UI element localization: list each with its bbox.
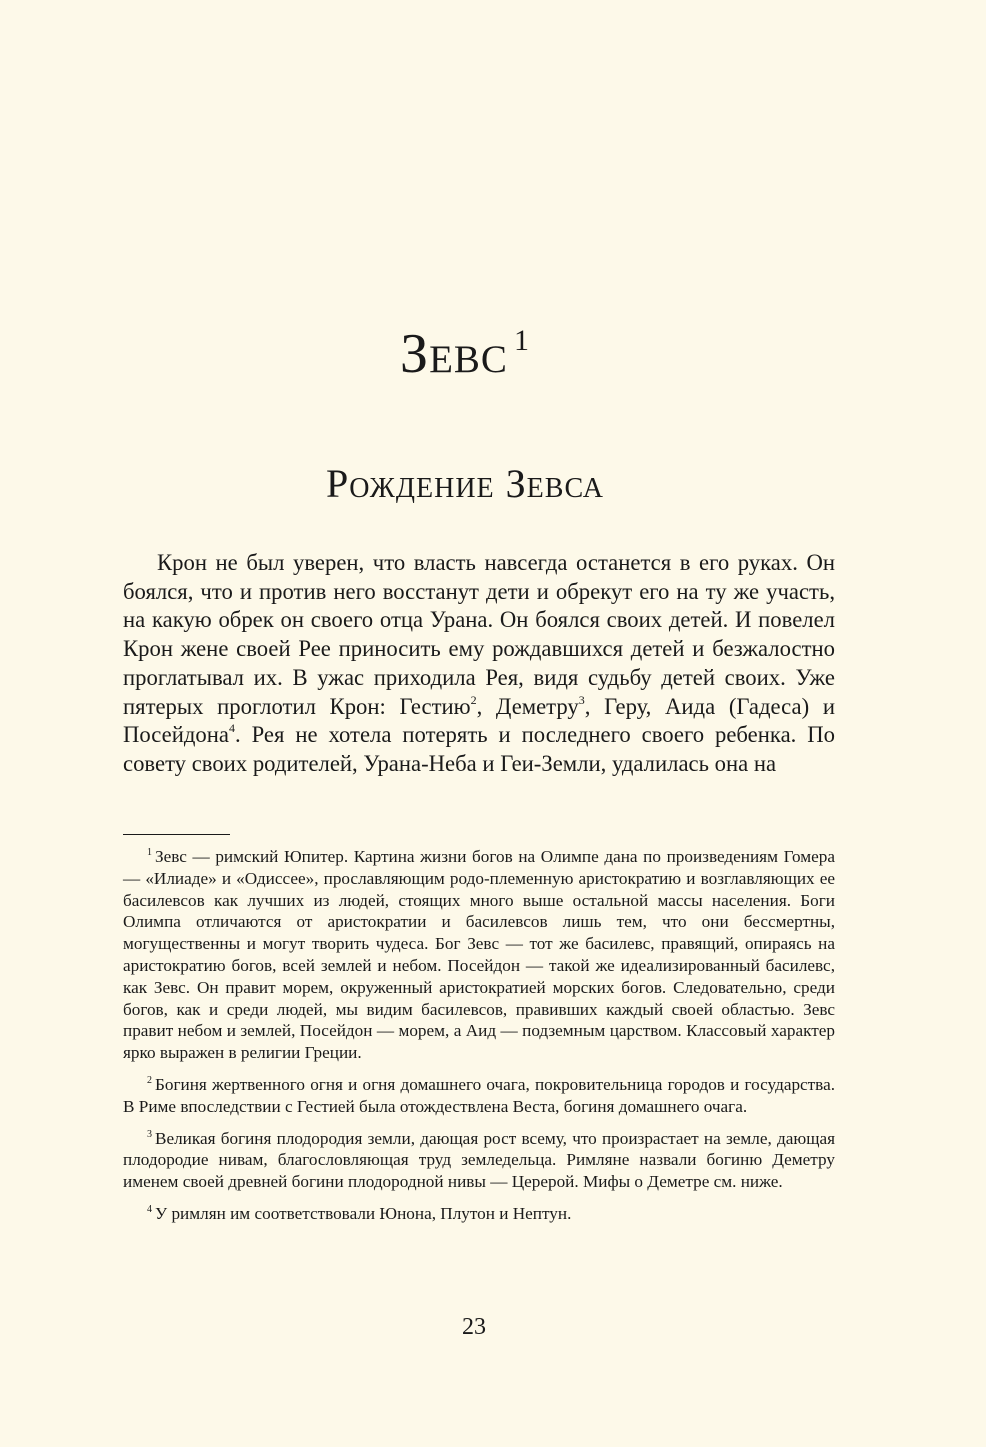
main-text-part-1: Крон не был уверен, что власть навсегда останется в его руках. Он боялся, что и против него восстанут дети и обрекут его на ту же участь, на какую обрек он своего отца Урана. Он боялся своих детей. И повелел Крон жене своей Рее приносить ему рождавшихся детей и безжалостно проглатывал их. В ужас приходила Рея, видя судьбу детей своих. Уже пятерых проглотил Крон: Гестию	[123, 550, 835, 719]
page-number: 23	[462, 1314, 486, 1340]
footnote-number: 2	[147, 1074, 152, 1086]
footnote-text: У римлян им соответствовали Юнона, Плутон и Нептун.	[155, 1203, 572, 1223]
chapter-title-text: Зевс	[400, 323, 508, 385]
footnote-text: Богиня жертвенного огня и огня домашнего очага, покровительница городов и государства. В Риме впоследствии с Гестией была отождествлена Веста, богиня домашнего очага.	[123, 1074, 835, 1116]
footnote-divider	[123, 834, 230, 835]
main-text-part-2: , Деметру	[476, 693, 579, 719]
footnote-2	[123, 1074, 835, 1118]
section-title: Рождение Зевса	[326, 461, 604, 506]
footnote-1	[123, 846, 835, 1064]
footnote-text: Зевс — римский Юпитер. Картина жизни богов на Олимпе дана по произведениям Гомера — «Илиаде» и «Одиссее», прославляющим родо-племенную аристократию и возглавляющих ее басилевсов как лучших из людей, стоящих много выше остальной массы населения. Боги Олимпа отличаются от аристократии и басилевсов лишь тем, что они бессмертны, могущественны и могут творить чудеса. Бог Зевс — тот же басилевс, правящий, опираясь на аристократию богов, всей землей и небом. Посейдон — такой же идеализированный басилевс, как Зевс. Он правит морем, окруженный аристократией морских богов. Следовательно, среди богов, как и среди людей, мы видим басилевсов, правивших каждый своей областью. Зевс правит небом и землей, Посейдон — морем, а Аид — подземным царством. Классовый характер ярко выражен в религии Греции.	[123, 847, 835, 1063]
footnote-ref-3: 3	[578, 692, 585, 707]
footnotes-section	[123, 846, 835, 1235]
main-text-part-3: , Геру, Аида (Гадеса) и Посейдона	[123, 693, 835, 748]
main-text-part-4: . Рея не хотела потерять и последнего своего ребенка. По совету своих родителей, Урана-Неба и Геи-Земли, удалилась она на	[123, 722, 835, 776]
footnote-3	[123, 1128, 835, 1193]
footnote-number: 1	[147, 847, 152, 858]
footnote-ref-4: 4	[228, 721, 235, 736]
footnote-number: 4	[147, 1203, 152, 1215]
footnote-ref-1: 1	[513, 324, 530, 357]
chapter-title	[0, 322, 930, 386]
footnote-text: Великая богиня плодородия земли, дающая рост всему, что произрастает на земле, дающая плодородие нивам, благословляющая труд земледельца. Римляне назвали богиню Деметру именем своей древней богини плодородной нивы — Церерой. Мифы о Деметре см. ниже.	[123, 1128, 835, 1192]
footnote-number: 3	[147, 1128, 152, 1140]
footnote-ref-2: 2	[470, 692, 477, 707]
footnote-4	[123, 1203, 835, 1225]
main-paragraph	[123, 549, 835, 779]
